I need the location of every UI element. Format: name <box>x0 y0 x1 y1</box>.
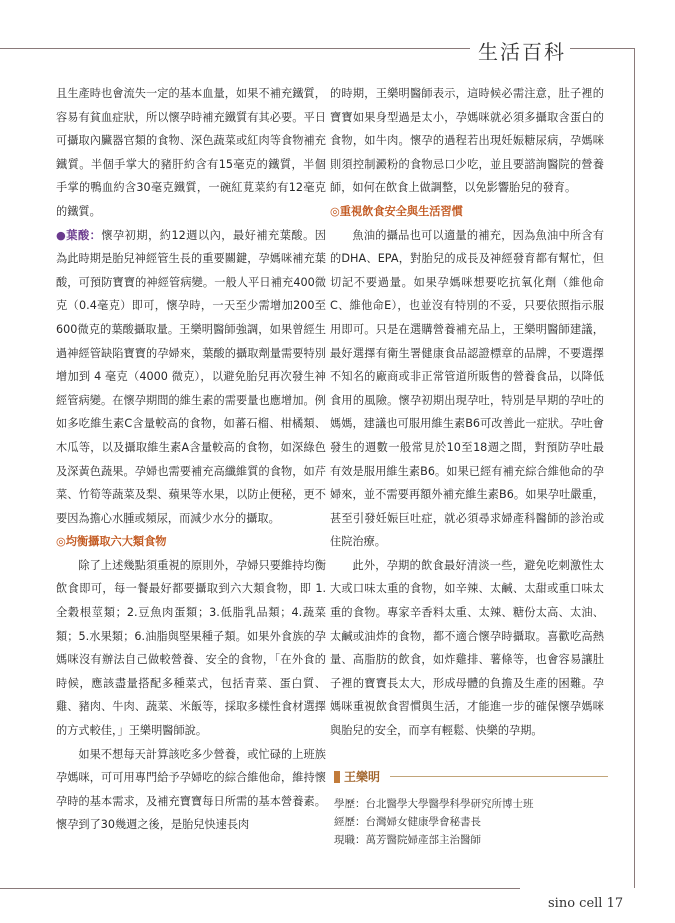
author-marker <box>334 771 340 783</box>
right-border-line <box>634 48 635 888</box>
author-divider <box>390 776 608 777</box>
growth-paragraph: 的時期，王樂明醫師表示，這時候必需注意，肚子裡的寶寶如果身型過是太小，孕媽咪就必須多攝取含蛋白的食物，如牛肉。懷孕的過程若出現妊娠糖尿病，孕媽咪則須控制澱粉的食物忌口少吃，並且要諮詢醫院的營養師，如何在飲食上做調整，以免影響胎兒的發育。 <box>330 87 604 195</box>
author-block <box>334 768 608 849</box>
top-right-border-line <box>570 48 635 49</box>
folate-paragraph <box>56 224 326 531</box>
author-education: 學歷：台北醫學大學醫學科學研究所博士班 <box>334 798 534 810</box>
subheading-six-food-groups: ◎均衡攝取六大類食物 <box>56 535 167 549</box>
author-experience: 經歷：台灣婦女健康學會秘書長 <box>334 816 481 828</box>
iron-paragraph: 且生產時也會流失一定的基本血量，如果不補充鐵質，容易有貧血症狀，所以懷孕時補充鐵質有其必要。平日可攝取內臟器官類的食物、深色蔬菜或紅肉等食物補充鐵質。半個手掌大的豬肝約含有15毫克的鐵質，半個手掌的鴨血約含30毫克鐵質，一碗紅莧菜約有12毫克的鐵質。 <box>56 87 326 218</box>
bottom-border-line <box>0 888 520 889</box>
folate-label: ●葉酸： <box>56 228 102 242</box>
author-info <box>334 795 608 849</box>
light-diet-paragraph: 此外，孕期的飲食最好清淡一些，避免吃刺激性太大或口味太重的食物，如辛辣、太鹹、太甜或重口味太重的食物。專家辛香料太重、太辣、糖份太高、太油、太鹹或油炸的食物，都不適合懷孕時攝取。喜歡吃高熱量、高脂肪的飲食，如炸雞排、薯條等，也會容易讓肚子裡的寶寶長太大，形成母體的負擔及生產的困難。孕媽咪重視飲食習慣與生活，才能進一步的確保懷孕媽咪與胎兒的安全，而享有輕鬆、快樂的孕期。 <box>330 558 604 738</box>
balanced-diet-paragraph: 除了上述幾點須重視的原則外，孕婦只要維持均衡飲食即可，每一餐最好都要攝取到六大類食物，即 1. 全穀根莖類；2.豆魚肉蛋類；3.低脂乳品類；4.蔬菜類；5.水果類；6.油脂與堅果種子類。如果外食族的孕媽咪沒有辦法自己做較營養、安全的食物，「在外食的時候，應該盡量搭配多種菜式，包括青菜、蛋白質、雞、豬肉、牛肉、蔬菜、米飯等，採取多樣性食材選擇的方式較佳，」王樂明醫師說。 <box>56 558 326 738</box>
left-column <box>56 82 326 837</box>
right-column <box>330 82 604 743</box>
author-name: 王樂明 <box>344 770 381 784</box>
author-header <box>334 768 608 785</box>
section-title: 生活百科 <box>478 40 566 64</box>
folate-text: 懷孕初期，約12週以內，最好補充葉酸。因為此時期是胎兒神經管生長的重要關鍵，孕媽咪補充葉酸，可預防寶寶的神經管病變。一般人平日補充400微克（0.4毫克）即可，懷孕時，一天至少需增加200至600微克的葉酸攝取量。王樂明醫師強調，如果曾經生過神經管缺陷寶寶的孕婦來，葉酸的攝取劑量需要特別增加到 4 毫克（4000 微克），以避免胎兒再次發生神經管病變。在懷孕期間的維生素的需要量也應增加。例如多吃維生素C含量較高的食物，如蕃石榴、柑橘類、木瓜等，以及攝取維生素A含量較高的食物，如深綠色及深黃色蔬果。孕婦也需要補充高纖維質的食物，如芹菜、竹筍等蔬菜及梨、蘋果等水果，以防止便秘，更不要因為擔心水腫或頻尿，而減少水分的攝取。 <box>56 228 326 525</box>
multivitamin-paragraph: 如果不想每天計算該吃多少營養，或忙碌的上班族孕媽咪，可可用專門給予孕婦吃的綜合維他命，維持懷孕時的基本需求，及補充寶寶每日所需的基本營養素。懷孕到了30幾週之後，是胎兒快速長肉 <box>56 747 326 832</box>
top-border-line <box>0 48 470 49</box>
fish-oil-paragraph: 魚油的攝品也可以適量的補充，因為魚油中所含有的DHA、EPA，對胎兒的成長及神經發育都有幫忙，但切記不要過量。如果孕媽咪想要吃抗氧化劑（維他命C、維他命E），也並沒有特別的不妥，只要依照指示服用即可。只是在選購營養補充品上，王樂明醫師建議，最好選擇有衛生署健康食品認證標章的品牌，不要選擇不知名的廠商或非正常管道所販售的營養食品，以降低食用的風險。懷孕初期出現孕吐，特別是早期的孕吐的媽媽，建議也可服用維生素B6可改善此一症狀。孕吐會發生的週數一般常見於10至18週之間，對預防孕吐最有效是服用維生素B6。如果已經有補充綜合維他命的孕婦來，並不需要再額外補充維生素B6。如果孕吐嚴重，甚至引發妊娠巨吐症，就必須尋求婦產科醫師的診治或住院治療。 <box>330 228 604 549</box>
author-current-position: 現職：萬芳醫院婦產部主治醫師 <box>334 834 481 846</box>
page-footer: sino cell 17 <box>548 896 624 911</box>
subheading-food-safety: ◎重視飲食安全與生活習慣 <box>330 204 463 218</box>
